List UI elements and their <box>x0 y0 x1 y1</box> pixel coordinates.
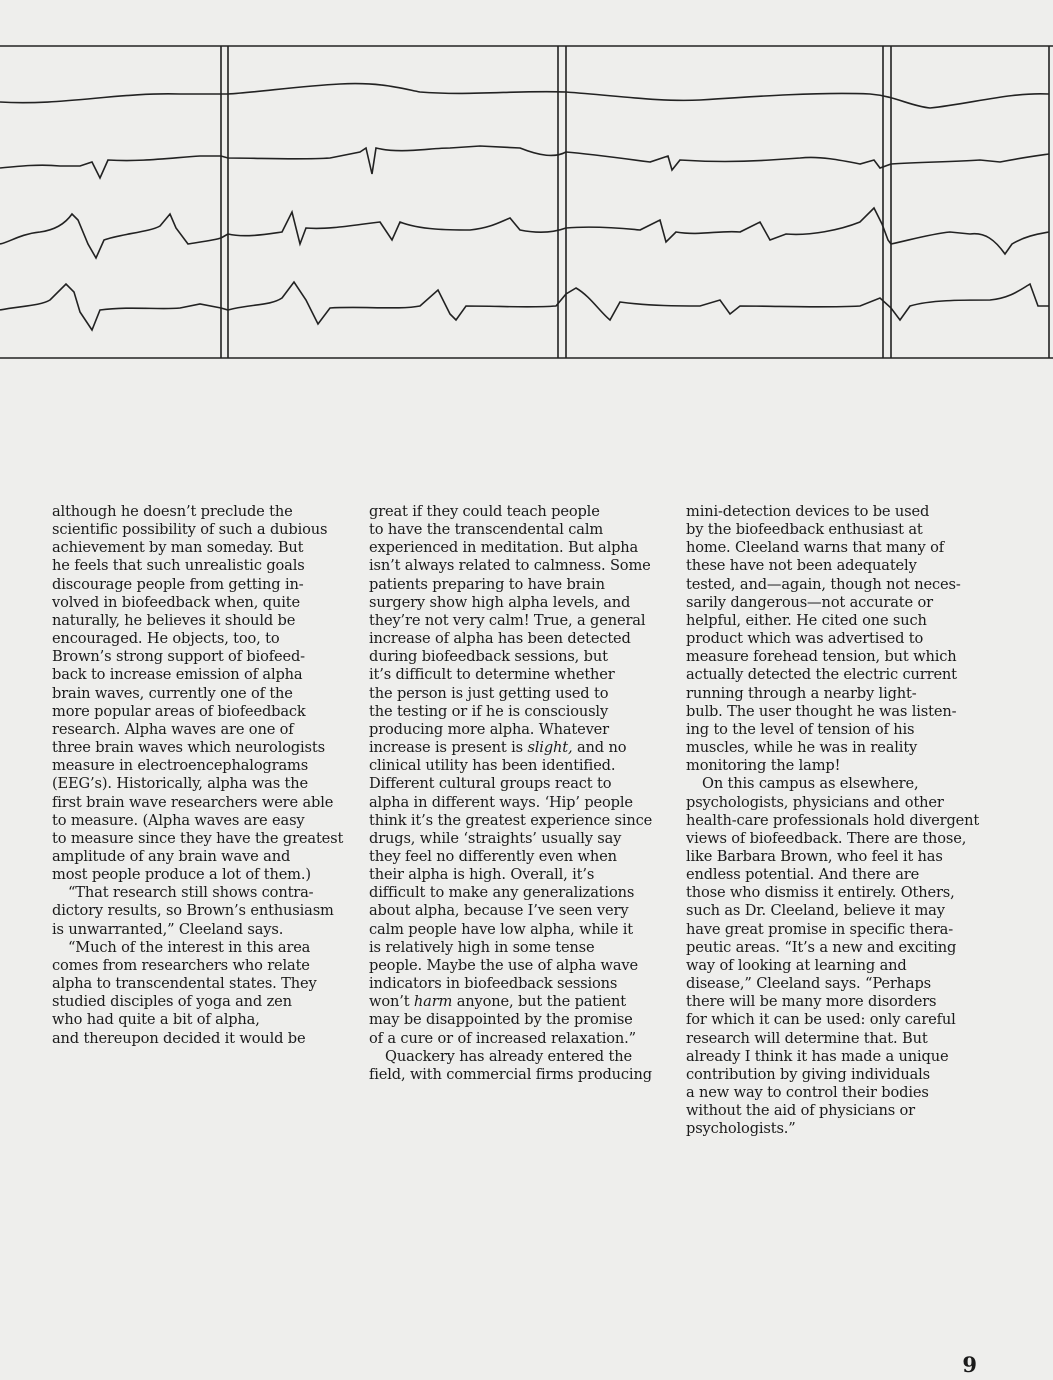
text-line: is unwarranted,” Cleeland says. <box>52 920 284 938</box>
article-column-1 <box>52 503 342 1048</box>
text-line: producing more alpha. Whatever <box>369 720 609 738</box>
text-line: although he doesn’t preclude the <box>52 503 293 520</box>
text-line: they’re not very calm! True, a general <box>369 611 646 629</box>
text-line <box>369 993 659 1011</box>
text-line: way of looking at learning and <box>686 956 907 974</box>
text-line: Different cultural groups react to <box>369 775 612 793</box>
text-line: by the biofeedback enthusiast at <box>686 521 923 539</box>
text-line: during biofeedback sessions, but <box>369 648 608 666</box>
text-line: to have the transcendental calm <box>369 521 604 539</box>
text-line: naturally, he believes it should be <box>52 611 296 629</box>
text-run: anyone, but the patient <box>452 993 626 1011</box>
text-line: most people produce a lot of them.) <box>52 866 311 884</box>
text-line: helpful, either. He cited one such <box>686 611 927 629</box>
text-line: to measure since they have the greatest <box>52 829 344 847</box>
text-line: such as Dr. Cleeland, believe it may <box>686 902 945 920</box>
text-line: think it’s the greatest experience since <box>369 811 653 829</box>
text-line: they feel no differently even when <box>369 847 617 865</box>
text-line: scientific possibility of such a dubious <box>52 521 328 539</box>
text-line: On this campus as elsewhere, <box>702 775 919 793</box>
text-line: these have not been adequately <box>686 557 917 575</box>
text-line: he feels that such unrealistic goals <box>52 557 305 575</box>
text-line: bulb. The user thought he was listen- <box>686 702 957 720</box>
text-line: discourage people from getting in- <box>52 575 304 593</box>
text-line: volved in biofeedback when, quite <box>52 593 300 611</box>
text-line: research will determine that. But <box>686 1029 928 1047</box>
text-line: monitoring the lamp! <box>686 757 841 775</box>
text-line: tested, and—again, though not neces- <box>686 575 961 593</box>
text-line: clinical utility has been identified. <box>369 757 616 775</box>
text-line: research. Alpha waves are one of <box>52 720 294 738</box>
text-line: actually detected the electric current <box>686 666 957 684</box>
text-line: to measure. (Alpha waves are easy <box>52 811 305 829</box>
text-line: “Much of the interest in this area <box>68 938 311 956</box>
text-line: brain waves, currently one of the <box>52 684 293 702</box>
text-line: alpha in different ways. ‘Hip’ people <box>369 793 633 811</box>
text-line: back to increase emission of alpha <box>52 666 303 684</box>
text-line: those who dismiss it entirely. Others, <box>686 884 955 902</box>
text-line: (EEG’s). Historically, alpha was the <box>52 775 308 793</box>
text-line: studied disciples of yoga and zen <box>52 993 292 1011</box>
text-line: already I think it has made a unique <box>686 1047 949 1065</box>
text-line: health-care professionals hold divergent <box>686 811 980 829</box>
text-line: home. Cleeland warns that many of <box>686 539 945 557</box>
text-line: product which was advertised to <box>686 630 924 648</box>
text-line: it’s difficult to determine whether <box>369 666 615 684</box>
text-line: alpha to transcendental states. They <box>52 975 317 993</box>
text-line: psychologists.” <box>686 1120 796 1138</box>
text-line: people. Maybe the use of alpha wave <box>369 956 638 974</box>
text-line: for which it can be used: only careful <box>686 1011 956 1029</box>
text-line: achievement by man someday. But <box>52 539 304 557</box>
text-line: indicators in biofeedback sessions <box>369 975 618 993</box>
text-line: calm people have low alpha, while it <box>369 920 633 938</box>
text-line: great if they could teach people <box>369 503 600 520</box>
text-line: Quackery has already entered the <box>385 1047 632 1065</box>
text-line: first brain wave researchers were able <box>52 793 334 811</box>
text-line: patients preparing to have brain <box>369 575 605 593</box>
text-line: their alpha is high. Overall, it’s <box>369 866 595 884</box>
text-line: the person is just getting used to <box>369 684 609 702</box>
text-line: about alpha, because I’ve seen very <box>369 902 629 920</box>
text-line: endless potential. And there are <box>686 866 920 884</box>
text-line: measure forehead tension, but which <box>686 648 957 666</box>
text-line: more popular areas of biofeedback <box>52 702 306 720</box>
text-line: disease,” Cleeland says. “Perhaps <box>686 975 931 993</box>
text-line: “That research still shows contra- <box>68 884 314 902</box>
text-line: may be disappointed by the promise <box>369 1011 633 1029</box>
text-line: difficult to make any generalizations <box>369 884 635 902</box>
text-line: running through a nearby light- <box>686 684 917 702</box>
text-line: measure in electroencephalograms <box>52 757 309 775</box>
text-line: amplitude of any brain wave and <box>52 847 291 865</box>
text-line: comes from researchers who relate <box>52 956 310 974</box>
text-run: increase is present is <box>369 739 528 757</box>
text-line: increase of alpha has been detected <box>369 630 631 648</box>
text-run: won’t <box>369 993 414 1011</box>
page-number: 9 <box>962 1352 977 1377</box>
text-line: experienced in meditation. But alpha <box>369 539 639 557</box>
text-line: ing to the level of tension of his <box>686 720 915 738</box>
text-line: of a cure or of increased relaxation.” <box>369 1029 636 1047</box>
text-line: who had quite a bit of alpha, <box>52 1011 260 1029</box>
text-line: there will be many more disorders <box>686 993 937 1011</box>
text-line: muscles, while he was in reality <box>686 739 918 757</box>
text-line: encouraged. He objects, too, to <box>52 630 280 648</box>
text-line: views of biofeedback. There are those, <box>686 829 967 847</box>
text-line: like Barbara Brown, who feel it has <box>686 847 943 865</box>
text-line: drugs, while ‘straights’ usually say <box>369 829 622 847</box>
emphasis-text: harm <box>413 993 453 1011</box>
text-line: the testing or if he is consciously <box>369 702 609 720</box>
text-line: is relatively high in some tense <box>369 938 595 956</box>
text-line: Brown’s strong support of biofeed- <box>52 648 305 666</box>
text-line: psychologists, physicians and other <box>686 793 944 811</box>
article-column-2 <box>369 503 659 1084</box>
text-run: and no <box>572 739 627 757</box>
article-column-3 <box>686 503 980 1138</box>
text-line <box>369 739 659 757</box>
text-line: have great promise in specific thera- <box>686 920 954 938</box>
text-line: mini-detection devices to be used <box>686 503 930 520</box>
text-line: three brain waves which neurologists <box>52 739 325 757</box>
text-line: surgery show high alpha levels, and <box>369 593 631 611</box>
text-line: field, with commercial firms producing <box>369 1065 652 1083</box>
text-line: peutic areas. “It’s a new and exciting <box>686 938 957 956</box>
emphasis-text: slight, <box>527 739 573 757</box>
eeg-recording-illustration <box>0 44 1053 360</box>
text-line: a new way to control their bodies <box>686 1084 929 1101</box>
text-line: without the aid of physicians or <box>686 1102 915 1120</box>
text-line: isn’t always related to calmness. Some <box>369 557 651 575</box>
text-line: dictory results, so Brown’s enthusiasm <box>52 902 334 920</box>
text-line: and thereupon decided it would be <box>52 1029 306 1047</box>
text-line: contribution by giving individuals <box>686 1065 930 1083</box>
text-line: sarily dangerous—not accurate or <box>686 593 933 611</box>
